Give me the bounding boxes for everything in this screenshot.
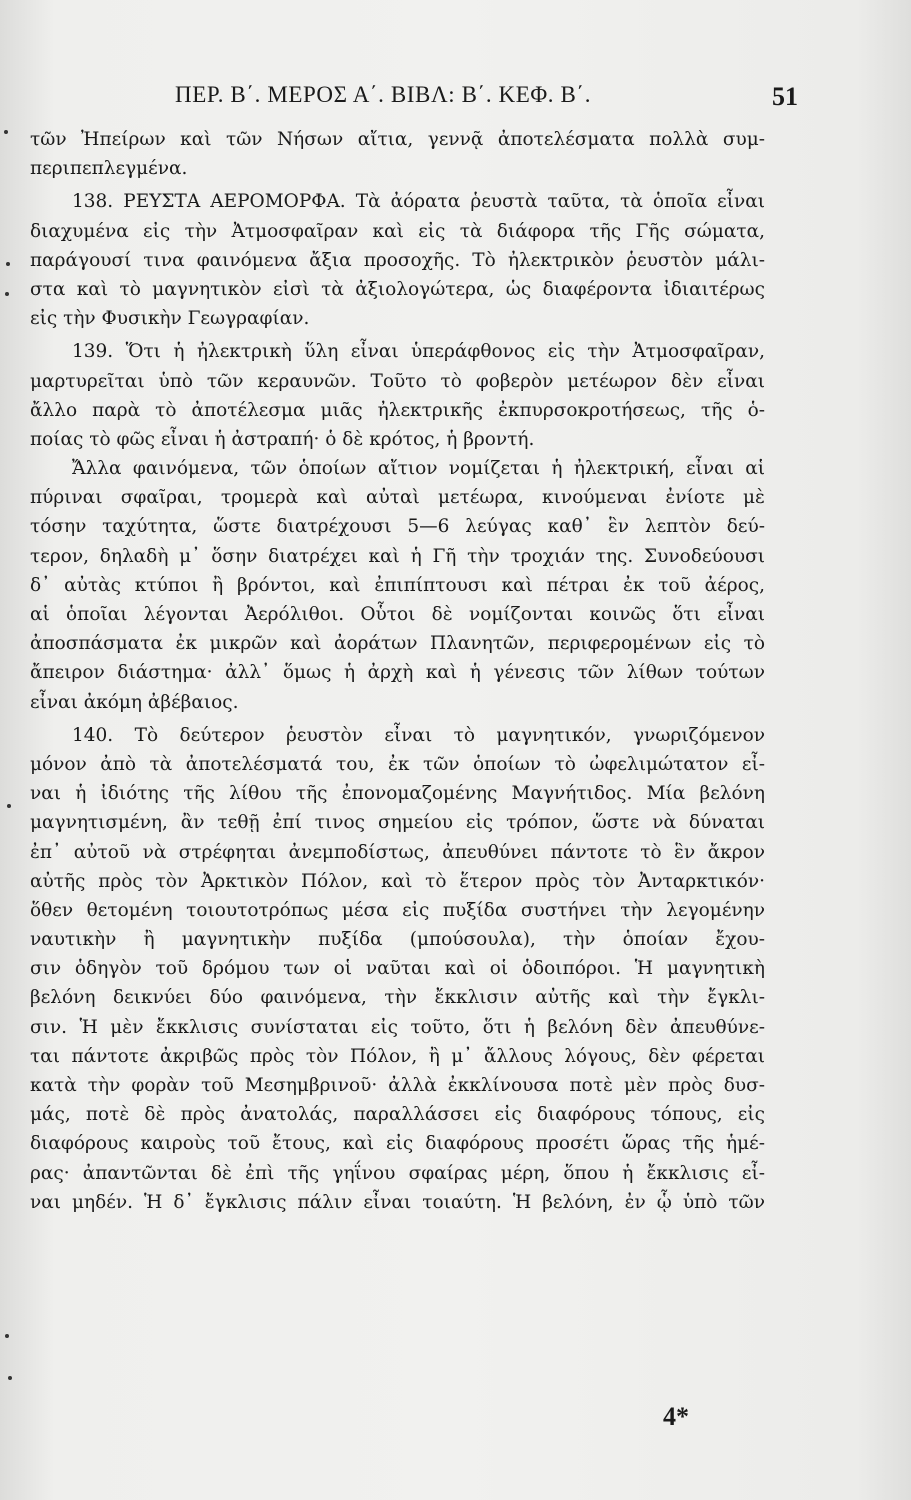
text-line: κατὰ τὴν φορὰν τοῦ Μεσημβρινοῦ· ἀλλὰ ἐκκλίνουσα ποτὲ μὲν πρὸς δυσ- [30,1075,765,1096]
text-line: ἄλλο παρὰ τὸ ἀποτέλεσμα μιᾶς ἠλεκτρικῆς ἐκπυρσοκροτήσεως, τῆς ὁ- [30,399,765,421]
text-line: μόνον ἀπὸ τὰ ἀποτελέσματά του, ἐκ τῶν ὁποίων τὸ ὠφελιμώτατον εἶ- [30,753,765,775]
text-line: τῶν Ἠπείρων καὶ τῶν Νήσων αἴτια, γεννᾷ ἀποτελέσματα πολλὰ συμ- [30,129,765,150]
text-line: ται πάντοτε ἀκριβῶς πρὸς τὸν Πόλον, ἢ μ᾽ ἄλλους λόγους, δὲν φέρεται [30,1045,765,1067]
text-line: ναυτικὴν ἢ μαγνητικὴν πυξίδα (μπούσουλα), τὴν ὁποίαν ἔχου- [30,929,765,951]
text-line: πύριναι σφαῖραι, τρομερὰ καὶ αὐταὶ μετέωρα, κινούμεναι ἐνίοτε μὲ [30,487,765,509]
text-line: βελόνη δεικνύει δύο φαινόμενα, τὴν ἔκκλισιν αὐτῆς καὶ τὴν ἔγκλι- [30,987,765,1009]
text-line: εἶναι ἀκόμη ἀβέβαιος. [30,691,239,713]
body-text [30,125,765,1217]
text-line: περιπεπλεγμένα. [30,158,188,180]
text-line: ποίας τὸ φῶς εἶναι ἡ ἀστραπή· ὁ δὲ κρότος, ἡ βροντή. [30,428,535,450]
text-line: ναι μηδέν. Ἡ δ᾽ ἔγκλισις πάλιν εἶναι τοιαύτη. Ἡ βελόνη, ἐν ᾧ ὑπὸ τῶν [30,1191,765,1213]
margin-mark [7,804,11,808]
text-line: παράγουσί τινα φαινόμενα ἄξια προσοχῆς. Τὸ ἠλεκτρικὸν ῥευστὸν μάλι- [30,249,765,271]
margin-mark [4,130,8,134]
text-line: αἱ ὁποῖαι λέγονται Ἀερόλιθοι. Οὗτοι δὲ νομίζονται κοινῶς ὅτι εἶναι [30,604,765,625]
text-line: σιν ὁδηγὸν τοῦ δρόμου των οἱ ναῦται καὶ οἱ ὁδοιπόροι. Ἡ μαγνητικὴ [30,958,765,980]
text-line: τερον, δηλαδὴ μ᾽ ὅσην διατρέχει καὶ ἡ Γῆ τὴν τροχιάν της. Συνοδεύουσι [30,545,765,567]
text-line: ἀποσπάσματα ἐκ μικρῶν καὶ ἀοράτων Πλανητῶν, περιφερομένων εἰς τὸ [30,633,765,655]
section-138-heading-line: 138. ΡΕΥΣΤΑ ΑΕΡΟΜΟΡΦΑ. Τὰ ἀόρατα ῥευστὰ ταῦτα, τὰ ὁποῖα εἶναι [72,191,765,213]
text-line: αὐτῆς πρὸς τὸν Ἀρκτικὸν Πόλον, καὶ τὸ ἕτερον πρὸς τὸν Ἀνταρκτικόν· [30,870,765,892]
signature-mark: 4* [663,1402,689,1431]
text-line: ἄπειρον διάστημα· ἀλλ᾽ ὅμως ἡ ἀρχὴ καὶ ἡ γένεσις τῶν λίθων τούτων [30,662,765,684]
text-line: ναι ἡ ἰδιότης τῆς λίθου τῆς ἐπονομαζομένης Μαγνήτιδος. Μία βελόνη [30,783,765,805]
running-head: ΠΕΡ. Β΄. ΜΕΡΟΣ Α΄. ΒΙΒΛ: Β΄. ΚΕΦ. Β΄. [175,82,592,107]
text-line: μαρτυρεῖται ὑπὸ τῶν κεραυνῶν. Τοῦτο τὸ φοβερὸν μετέωρον δὲν εἶναι [30,370,765,392]
text-line: ἐπ᾽ αὐτοῦ νὰ στρέφηται ἀνεμποδίστως, ἀπευθύνει πάντοτε τὸ ἓν ἄκρον [30,841,765,863]
text-line: ὅθεν θετομένη τοιουτοτρόπως μέσα εἰς πυξίδα συστήνει τὴν λεγομένην [30,899,765,921]
margin-mark [8,1376,12,1380]
text-line: σιν. Ἡ μὲν ἔκκλισις συνίσταται εἰς τοῦτο, ὅτι ἡ βελόνη δὲν ἀπευθύνε- [30,1016,765,1038]
text-line: μαγνητισμένη, ἂν τεθῇ ἐπί τινος σημείου εἰς τρόπον, ὥστε νὰ δύναται [30,812,765,834]
text-line: δ᾽ αὐτὰς κτύποι ἢ βρόντοι, καὶ ἐπιπίπτουσι καὶ πέτραι ἐκ τοῦ ἀέρος, [30,574,765,596]
margin-mark [5,292,9,296]
margin-mark [5,1334,9,1338]
text-line: διαχυμένα εἰς τὴν Ἀτμοσφαῖραν καὶ εἰς τὰ διάφορα τῆς Γῆς σώματα, [30,220,765,242]
text-line: στα καὶ τὸ μαγνητικὸν εἰσὶ τὰ ἀξιολογώτερα, ὡς διαφέροντα ἰδιαιτέρως [30,278,765,300]
text-line: εἰς τὴν Φυσικὴν Γεωγραφίαν. [30,308,310,330]
text-line: διαφόρους καιροὺς τοῦ ἔτους, καὶ εἰς διαφόρους προσέτι ὥρας τῆς ἡμέ- [30,1133,765,1155]
page-number: 51 [772,82,798,111]
text-line: τόσην ταχύτητα, ὥστε διατρέχουσι 5—6 λεύγας καθ᾽ ἓν λεπτὸν δεύ- [30,516,765,538]
page-header [0,82,911,122]
text-line: ρας· ἀπαντῶνται δὲ ἐπὶ τῆς γηΐνου σφαίρας μέρη, ὅπου ἡ ἔκκλισις εἶ- [30,1162,765,1184]
margin-mark [6,262,10,266]
text-line: Ἄλλα φαινόμενα, τῶν ὁποίων αἴτιον νομίζεται ἡ ἠλεκτρική, εἶναι αἱ [72,458,765,480]
section-139-heading-line: 139. Ὅτι ἡ ἠλεκτρικὴ ὕλη εἶναι ὑπεράφθονος εἰς τὴν Ἀτμοσφαῖραν, [72,341,765,363]
section-140-heading-line: 140. Τὸ δεύτερον ῥευστὸν εἶναι τὸ μαγνητικόν, γνωριζόμενον [72,724,765,746]
text-line: μάς, ποτὲ δὲ πρὸς ἀνατολάς, παραλλάσσει εἰς διαφόρους τόπους, εἰς [30,1104,765,1126]
